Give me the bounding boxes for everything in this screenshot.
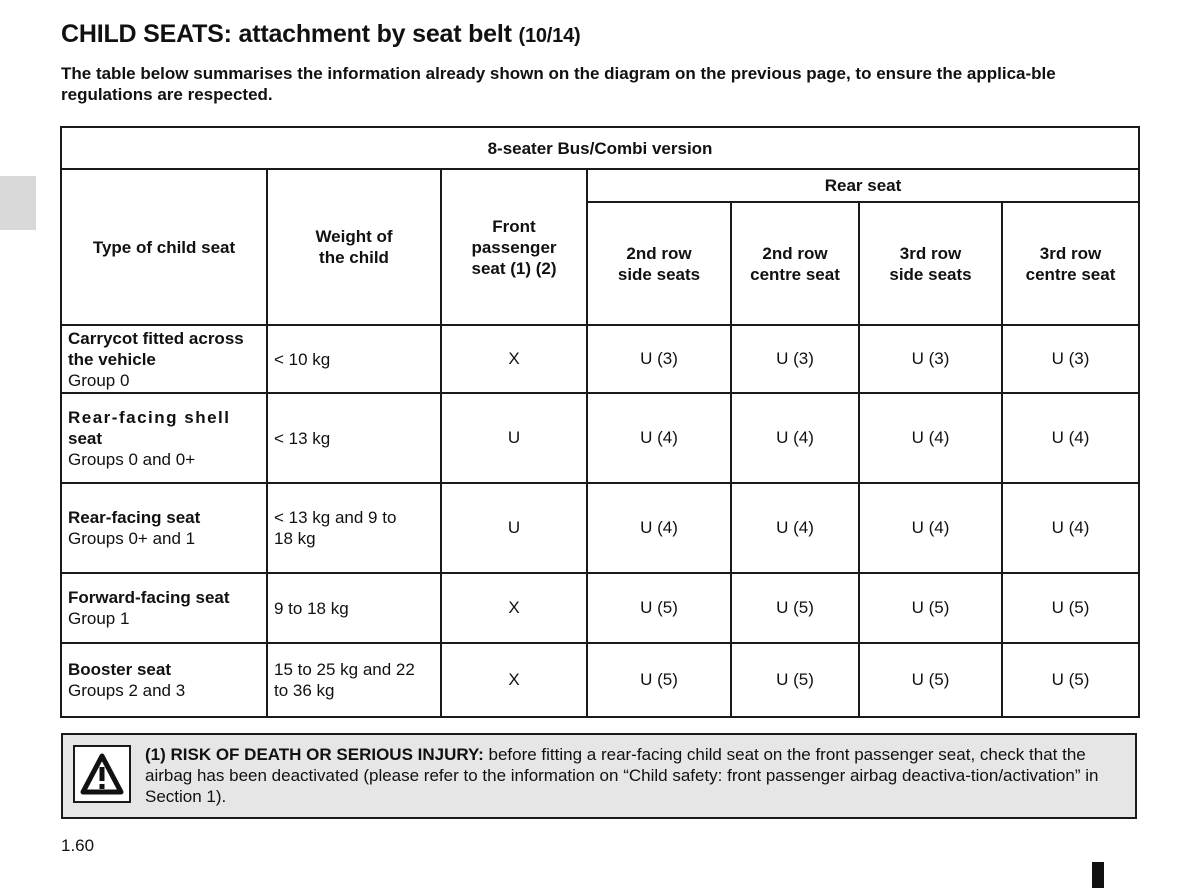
corner-mark: [1092, 862, 1104, 888]
seat-type-name-cont: seat: [68, 428, 103, 448]
col-header-weight: [267, 169, 441, 325]
seat-type-cell: [61, 393, 267, 483]
col-header-rear-3-line2: side seats: [889, 264, 972, 284]
rear-cell: U (5): [587, 573, 731, 643]
col-header-front-line2: passenger: [471, 237, 557, 257]
warning-box: [61, 733, 1137, 819]
rear-cell: U (5): [859, 643, 1002, 717]
rear-cell: U (3): [587, 325, 731, 393]
child-seat-table: [60, 126, 1140, 718]
weight-value: 15 to 25 kg and 22: [274, 660, 415, 679]
weight-value: < 13 kg and 9 to: [274, 508, 397, 527]
weight-cell: [267, 483, 441, 573]
front-seat-cell: X: [441, 325, 587, 393]
weight-value: < 13 kg: [274, 428, 331, 448]
seat-type-name-cont: the vehicle: [68, 349, 156, 369]
rear-cell: U (5): [587, 643, 731, 717]
seat-group: Group 1: [68, 609, 130, 628]
rear-cell: U (4): [859, 393, 1002, 483]
weight-cell: [267, 643, 441, 717]
warning-text: [145, 744, 1130, 807]
front-seat-cell: X: [441, 643, 587, 717]
col-header-front: [441, 169, 587, 325]
front-seat-cell: U: [441, 393, 587, 483]
col-header-rear-3-line1: 3rd row: [899, 243, 962, 263]
rear-cell: U (4): [587, 483, 731, 573]
rear-cell: U (5): [731, 643, 859, 717]
warning-triangle-icon: [73, 745, 131, 803]
title-main: CHILD SEATS: attachment by seat belt: [61, 20, 512, 48]
col-header-rear-1: [587, 202, 731, 325]
seat-type-name: Carrycot fitted across: [68, 328, 244, 348]
table-row: [61, 393, 1139, 483]
title-part: (10/14): [518, 25, 581, 47]
rear-cell: U (4): [859, 483, 1002, 573]
table-row: [61, 325, 1139, 393]
seat-type-cell: [61, 643, 267, 717]
intro-paragraph: The table below summarises the information already shown on the diagram on the previous page, to ensure the applica-ble regulations are respected.: [61, 64, 1056, 104]
seat-type-name: Forward-facing seat: [68, 588, 230, 607]
page-number: 1.60: [61, 836, 95, 855]
rear-cell: U (5): [1002, 573, 1139, 643]
front-seat-cell: U: [441, 483, 587, 573]
warning-lead: (1) RISK OF DEATH OR SERIOUS INJURY:: [145, 745, 484, 764]
col-header-rear-3: [859, 202, 1002, 325]
seat-type-cell: [61, 483, 267, 573]
table-row: [61, 483, 1139, 573]
rear-cell: U (4): [731, 483, 859, 573]
table-row: [61, 643, 1139, 717]
col-header-rear-4-line2: centre seat: [1025, 264, 1116, 284]
weight-cell: [267, 573, 441, 643]
weight-value-cont: 18 kg: [274, 529, 316, 548]
rear-seat-header: Rear seat: [587, 169, 1139, 202]
col-header-rear-2-line2: centre seat: [750, 264, 840, 284]
seat-group: Groups 0 and 0+: [68, 449, 196, 469]
table-row: [61, 573, 1139, 643]
seat-group: Groups 0+ and 1: [68, 529, 196, 548]
seat-type-name: Rear-facing seat: [68, 508, 201, 527]
seat-type-cell: [61, 573, 267, 643]
seat-group: Group 0: [68, 370, 130, 390]
rear-cell: U (3): [859, 325, 1002, 393]
seat-type-name: Rear-facing shell: [68, 407, 231, 427]
col-header-front-line3: seat (1) (2): [471, 258, 557, 278]
col-header-type: Type of child seat: [61, 169, 267, 325]
rear-cell: U (5): [1002, 643, 1139, 717]
col-header-rear-2: [731, 202, 859, 325]
col-header-weight-line2: the child: [319, 248, 389, 267]
rear-cell: U (5): [731, 573, 859, 643]
col-header-rear-2-line1: 2nd row: [762, 243, 828, 263]
seat-type-cell: [61, 325, 267, 393]
col-header-rear-4: [1002, 202, 1139, 325]
col-header-weight-line1: Weight of: [315, 227, 393, 246]
rear-cell: U (5): [859, 573, 1002, 643]
weight-value-cont: to 36 kg: [274, 681, 335, 700]
section-side-tab: [0, 176, 36, 230]
front-seat-cell: X: [441, 573, 587, 643]
col-header-rear-1-line2: side seats: [617, 264, 701, 284]
seat-type-name: Booster seat: [68, 660, 171, 679]
col-header-front-line1: Front: [492, 216, 536, 236]
weight-cell: [267, 325, 441, 393]
weight-value: 9 to 18 kg: [274, 598, 349, 618]
seat-group: Groups 2 and 3: [68, 681, 186, 700]
rear-cell: U (3): [731, 325, 859, 393]
warning-body: before fitting a rear-facing child seat on the front passenger seat, check that the airbag has been deactivated (please refer to the information on “Child safety: front passenger airbag deactiva-tion/activation” in Section 1).: [145, 745, 1099, 806]
page-title: [61, 20, 580, 49]
version-header: 8-seater Bus/Combi version: [61, 127, 1139, 169]
rear-cell: U (4): [1002, 483, 1139, 573]
col-header-rear-4-line1: 3rd row: [1039, 243, 1102, 263]
weight-cell: [267, 393, 441, 483]
col-header-rear-1-line1: 2nd row: [626, 243, 692, 263]
rear-cell: U (4): [587, 393, 731, 483]
rear-cell: U (4): [731, 393, 859, 483]
rear-cell: U (4): [1002, 393, 1139, 483]
rear-cell: U (3): [1002, 325, 1139, 393]
weight-value: < 10 kg: [274, 349, 331, 369]
